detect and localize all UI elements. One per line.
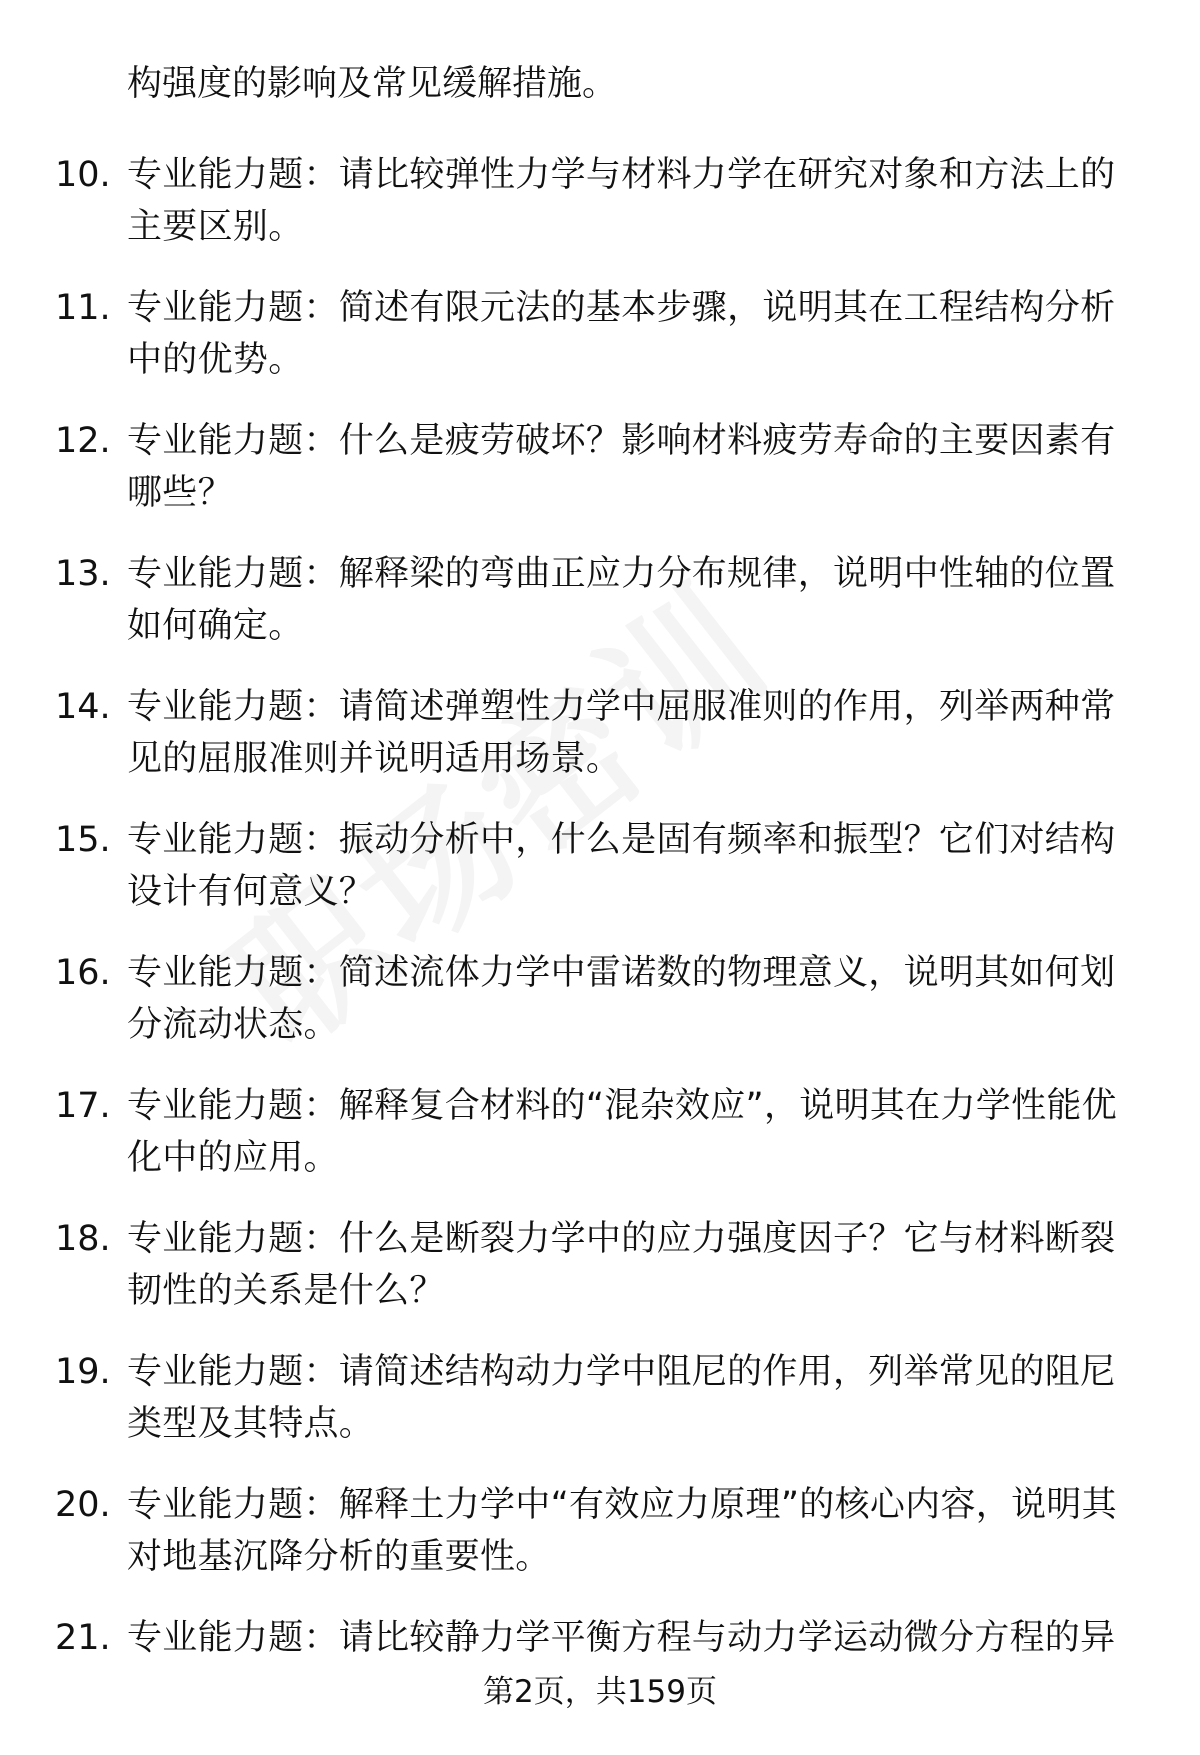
question-item	[0, 673, 1200, 806]
question-text: 专业能力题：简述流体力学中雷诺数的物理意义，说明其如何划分流动状态。	[127, 953, 1116, 1045]
question-number: 20.	[55, 1485, 111, 1525]
question-item	[0, 1604, 1200, 1737]
question-item	[0, 1072, 1200, 1205]
question-number: 12.	[55, 421, 111, 461]
question-text: 专业能力题：解释复合材料的“混杂效应”，说明其在力学性能优化中的应用。	[127, 1086, 1117, 1178]
question-item	[0, 274, 1200, 407]
question-number: 11.	[55, 288, 111, 328]
question-text: 专业能力题：解释梁的弯曲正应力分布规律，说明中性轴的位置如何确定。	[127, 554, 1116, 646]
question-number: 21.	[55, 1618, 111, 1658]
question-text: 专业能力题：请简述弹塑性力学中屈服准则的作用，列举两种常见的屈服准则并说明适用场景。	[127, 687, 1116, 779]
question-text: 专业能力题：简述有限元法的基本步骤，说明其在工程结构分析中的优势。	[127, 288, 1116, 380]
question-number: 14.	[55, 687, 111, 727]
question-text: 专业能力题：请比较静力学平衡方程与动力学运动微分方程的异	[127, 1618, 1116, 1658]
question-text: 专业能力题：解释土力学中“有效应力原理”的核心内容，说明其对地基沉降分析的重要性。	[127, 1485, 1117, 1577]
question-item	[0, 939, 1200, 1072]
question-number: 10.	[55, 155, 111, 195]
question-number: 17.	[55, 1086, 111, 1126]
question-number: 19.	[55, 1352, 111, 1392]
question-number: 16.	[55, 953, 111, 993]
question-item	[0, 1205, 1200, 1338]
question-text: 专业能力题：请简述结构动力学中阻尼的作用，列举常见的阻尼类型及其特点。	[127, 1352, 1116, 1444]
question-text: 专业能力题：振动分析中，什么是固有频率和振型？它们对结构设计有何意义？	[127, 820, 1116, 912]
continuation-text: 构强度的影响及常见缓解措施。	[127, 64, 618, 104]
question-item	[0, 540, 1200, 673]
question-item	[0, 1338, 1200, 1471]
question-text: 专业能力题：什么是疲劳破坏？影响材料疲劳寿命的主要因素有哪些？	[127, 421, 1116, 513]
question-number: 15.	[55, 820, 111, 860]
question-number: 13.	[55, 554, 111, 594]
question-text: 专业能力题：什么是断裂力学中的应力强度因子？它与材料断裂韧性的关系是什么？	[127, 1219, 1116, 1311]
question-item	[0, 141, 1200, 274]
question-item	[0, 806, 1200, 939]
question-number: 18.	[55, 1219, 111, 1259]
question-text: 专业能力题：请比较弹性力学与材料力学在研究对象和方法上的主要区别。	[127, 155, 1116, 247]
question-item	[0, 1471, 1200, 1604]
page-footer: 第2页，共159页	[483, 1674, 717, 1710]
question-item	[0, 407, 1200, 540]
question-list	[0, 141, 1200, 1737]
